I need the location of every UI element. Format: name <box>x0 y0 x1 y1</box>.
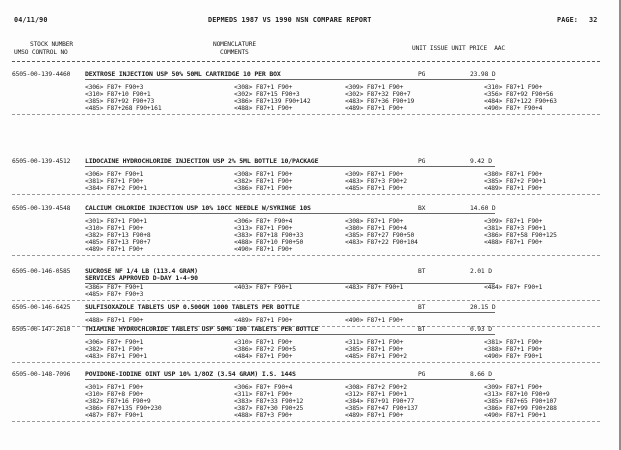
item-nsn: 6505-00-146-0585 <box>12 268 71 275</box>
item-nsn: 6505-00-139-4548 <box>12 205 71 212</box>
usage-cell: <483> F87+36 F90+19 <box>345 98 415 105</box>
usage-cell: <310> F87+1 F90+ <box>484 84 543 91</box>
item-nsn: 6505-00-139-4460 <box>12 71 71 78</box>
usage-cell: <383> F87+33 F90+12 <box>234 398 304 405</box>
usage-cell: <385> F87+65 F90+107 <box>484 398 557 405</box>
usage-cell: <313> F87+10 F90+9 <box>484 391 550 398</box>
usage-cell: <306> F87+ F90+4 <box>234 384 293 391</box>
page-label: PAGE: <box>557 16 578 24</box>
col-umsd-control: UMSO CONTROL NO <box>14 49 68 56</box>
item-unit-price: 0.93 D <box>470 326 492 333</box>
item-separator <box>12 194 600 195</box>
usage-cell: <483> F87+ F90+1 <box>345 284 404 291</box>
report-date: 04/11/90 <box>14 16 48 24</box>
usage-cell: <381> F87+3 F90+1 <box>484 225 546 232</box>
usage-cell: <301> F87+1 F90+1 <box>85 218 147 225</box>
usage-cell: <386> F87+2 F90+5 <box>234 346 296 353</box>
report-title: DEPMEDS 1987 VS 1990 NSN COMPARE REPORT <box>208 16 372 24</box>
usage-cell: <483> F87+3 F90+2 <box>345 178 407 185</box>
item-unit-price: 14.60 D <box>470 205 496 212</box>
item-description: THIAMINE HYDROCHLORIDE TABLETS USP 50MG 100 TABLETS PER BOTTLE <box>85 325 319 333</box>
usage-cell: <310> F87+1 F90+ <box>85 225 144 232</box>
item-unit-issue: PG <box>418 371 426 378</box>
usage-cell: <384> F87+2 F90+1 <box>85 185 147 192</box>
item-unit-price: 2.01 D <box>470 268 492 275</box>
usage-cell: <386> F87+139 F90+142 <box>234 98 311 105</box>
usage-cell: <485> F87+1 F90+ <box>345 185 404 192</box>
item-separator <box>12 362 600 363</box>
usage-cell: <308> F87+1 F90+ <box>234 171 293 178</box>
item-description: POVIDONE-IODINE OINT USP 10% 1/8OZ (3.54 GRAM) I.S. 144S <box>85 370 296 378</box>
usage-cell: <489> F87+1 F90+ <box>484 185 543 192</box>
col-comments: COMMENTS <box>220 49 249 56</box>
usage-cell: <308> F87+2 F90+2 <box>345 384 407 391</box>
item-underline <box>85 213 495 214</box>
usage-cell: <485> F87+268 F90+161 <box>85 105 162 112</box>
item-description: SULFISOXAZOLE TABLETS USP 0.500GM 1000 TABLETS PER BOTTLE <box>85 303 300 311</box>
item-nsn: 6505-00-147-2610 <box>12 326 71 333</box>
item-underline <box>85 312 495 313</box>
item-unit-price: 8.66 D <box>470 371 492 378</box>
item-separator <box>12 300 600 301</box>
usage-cell: <490> F87+1 F90+1 <box>484 412 546 419</box>
usage-cell: <381> F87+1 F90+ <box>484 339 543 346</box>
usage-cell: <386> F87+58 F90+125 <box>484 232 557 239</box>
item-separator <box>12 421 600 422</box>
usage-cell: <489> F87+1 F90+ <box>85 246 144 253</box>
item-underline <box>85 166 495 167</box>
usage-cell: <306> F87+ F90+3 <box>85 84 144 91</box>
item-nsn: 6505-00-148-7096 <box>12 371 71 378</box>
usage-cell: <385> F87+2 F90+1 <box>484 178 546 185</box>
usage-cell: <384> F87+91 F90+77 <box>345 398 415 405</box>
item-unit-price: 9.42 D <box>470 158 492 165</box>
usage-cell: <489> F87+1 F90+ <box>345 105 404 112</box>
usage-cell: <484> F87+1 F90+ <box>234 353 293 360</box>
usage-cell: <382> F87+1 F90+ <box>234 178 293 185</box>
item-unit-issue: BX <box>418 205 426 212</box>
usage-cell: <488> F87+1 F90+ <box>484 239 543 246</box>
item-description-note: SERVICES APPROVED D-DAY 1-4-90 <box>85 274 198 282</box>
usage-cell: <490> F87+1 F90+ <box>234 246 293 253</box>
usage-cell: <312> F87+1 F90+1 <box>345 391 407 398</box>
item-unit-issue: BT <box>418 304 426 311</box>
usage-cell: <490> F87+ F90+1 <box>484 353 543 360</box>
usage-cell: <310> F87+8 F90+ <box>85 391 144 398</box>
usage-cell: <385> F87+92 F90+73 <box>85 98 155 105</box>
usage-cell: <309> F87+1 F90+ <box>484 218 543 225</box>
item-description: SUCROSE NF 1/4 LB (113.4 GRAM) <box>85 267 198 275</box>
usage-cell: <388> F87+1 F90+ <box>484 346 543 353</box>
usage-cell: <301> F87+1 F90+ <box>85 384 144 391</box>
item-description: DEXTROSE INJECTION USP 50% 50ML CARTRIDGE 10 PER BOX <box>85 70 281 78</box>
usage-cell: <488> F87+3 F90+ <box>234 412 293 419</box>
item-description: LIDOCAINE HYDROCHLORIDE INJECTION USP 2% 5ML BOTTLE 10/PACKAGE <box>85 157 319 165</box>
usage-cell: <310> F87+10 F90+1 <box>85 91 151 98</box>
usage-cell: <302> F87+15 F90+3 <box>234 91 300 98</box>
item-description: CALCIUM CHLORIDE INJECTION USP 10% 10CC NEEDLE W/SYRINGE 10S <box>85 204 311 212</box>
usage-cell: <485> F87+13 F90+7 <box>85 239 151 246</box>
usage-cell: <308> F87+1 F90+ <box>234 84 293 91</box>
item-separator <box>12 255 600 256</box>
usage-cell: <382> F87+1 F90+ <box>85 346 144 353</box>
usage-cell: <488> F87+1 F90+ <box>234 105 293 112</box>
usage-cell: <380> F87+1 F90+ <box>484 171 543 178</box>
col-nomenclature: NOMENCLATURE <box>213 41 256 48</box>
usage-cell: <382> F87+13 F90+8 <box>85 232 151 239</box>
usage-cell: <380> F87+1 F90+4 <box>345 225 407 232</box>
usage-cell: <483> F87+1 F90+1 <box>85 353 147 360</box>
item-underline <box>85 334 495 335</box>
usage-cell: <309> F87+1 F90+ <box>484 384 543 391</box>
usage-cell: <356> F87+92 F90+56 <box>484 91 554 98</box>
item-unit-issue: BT <box>418 268 426 275</box>
usage-cell: <306> F87+ F90+1 <box>85 339 144 346</box>
usage-cell: <485> F87+1 F90+2 <box>345 353 407 360</box>
usage-cell: <386> F87+ F90+1 <box>85 284 144 291</box>
usage-cell: <386> F87+99 F90+288 <box>484 405 557 412</box>
usage-cell: <387> F87+30 F90+25 <box>234 405 304 412</box>
usage-cell: <313> F87+1 F90+ <box>234 225 293 232</box>
col-unit-issue-price: UNIT ISSUE UNIT PRICE AAC <box>412 45 505 52</box>
usage-cell: <485> F87+ F90+3 <box>85 291 144 298</box>
usage-cell: <386> F87+1 F90+ <box>234 185 293 192</box>
usage-cell: <306> F87+ F90+4 <box>234 218 293 225</box>
usage-cell: <490> F87+ F90+4 <box>484 105 543 112</box>
item-unit-issue: BT <box>418 326 426 333</box>
usage-cell: <385> F87+1 F90+ <box>345 346 404 353</box>
usage-cell: <489> F87+1 F90+ <box>234 317 293 324</box>
item-nsn: 6505-00-146-6425 <box>12 304 71 311</box>
usage-cell: <310> F87+1 F90+ <box>234 339 293 346</box>
usage-cell: <484> F87+ F90+1 <box>484 284 543 291</box>
header-rule <box>12 61 600 62</box>
usage-cell: <385> F87+27 F90+50 <box>345 232 415 239</box>
item-underline <box>85 79 495 80</box>
usage-cell: <383> F87+18 F90+33 <box>234 232 304 239</box>
page-number: 32 <box>589 16 598 24</box>
usage-cell: <484> F87+122 F90+63 <box>484 98 557 105</box>
usage-cell: <386> F87+135 F90+230 <box>85 405 162 412</box>
col-stock-number: STOCK NUMBER <box>30 41 73 48</box>
usage-cell: <311> F87+1 F90+ <box>234 391 293 398</box>
usage-cell: <381> F87+1 F90+ <box>85 178 144 185</box>
usage-cell: <311> F87+1 F90+ <box>345 339 404 346</box>
item-unit-issue: PG <box>418 71 426 78</box>
usage-cell: <488> F87+1 F90+ <box>85 317 144 324</box>
item-unit-price: 20.15 D <box>470 304 496 311</box>
usage-cell: <302> F87+32 F90+7 <box>345 91 411 98</box>
usage-cell: <483> F87+22 F90+104 <box>345 239 418 246</box>
item-unit-issue: PG <box>418 158 426 165</box>
usage-cell: <488> F87+10 F90+50 <box>234 239 304 246</box>
usage-cell: <490> F87+1 F90+ <box>345 317 404 324</box>
item-nsn: 6505-00-139-4512 <box>12 158 71 165</box>
usage-cell: <382> F87+16 F90+9 <box>85 398 151 405</box>
usage-cell: <309> F87+1 F90+ <box>345 171 404 178</box>
usage-cell: <385> F87+47 F90+137 <box>345 405 418 412</box>
item-underline <box>85 379 495 380</box>
usage-cell: <403> F87+ F90+1 <box>234 284 293 291</box>
usage-cell: <308> F87+1 F90+ <box>345 218 404 225</box>
usage-cell: <309> F87+1 F90+ <box>345 84 404 91</box>
usage-cell: <489> F87+1 F90+ <box>345 412 404 419</box>
item-separator <box>12 114 600 115</box>
usage-cell: <306> F87+ F90+1 <box>85 171 144 178</box>
usage-cell: <487> F87+ F90+1 <box>85 412 144 419</box>
item-unit-price: 23.98 D <box>470 71 496 78</box>
